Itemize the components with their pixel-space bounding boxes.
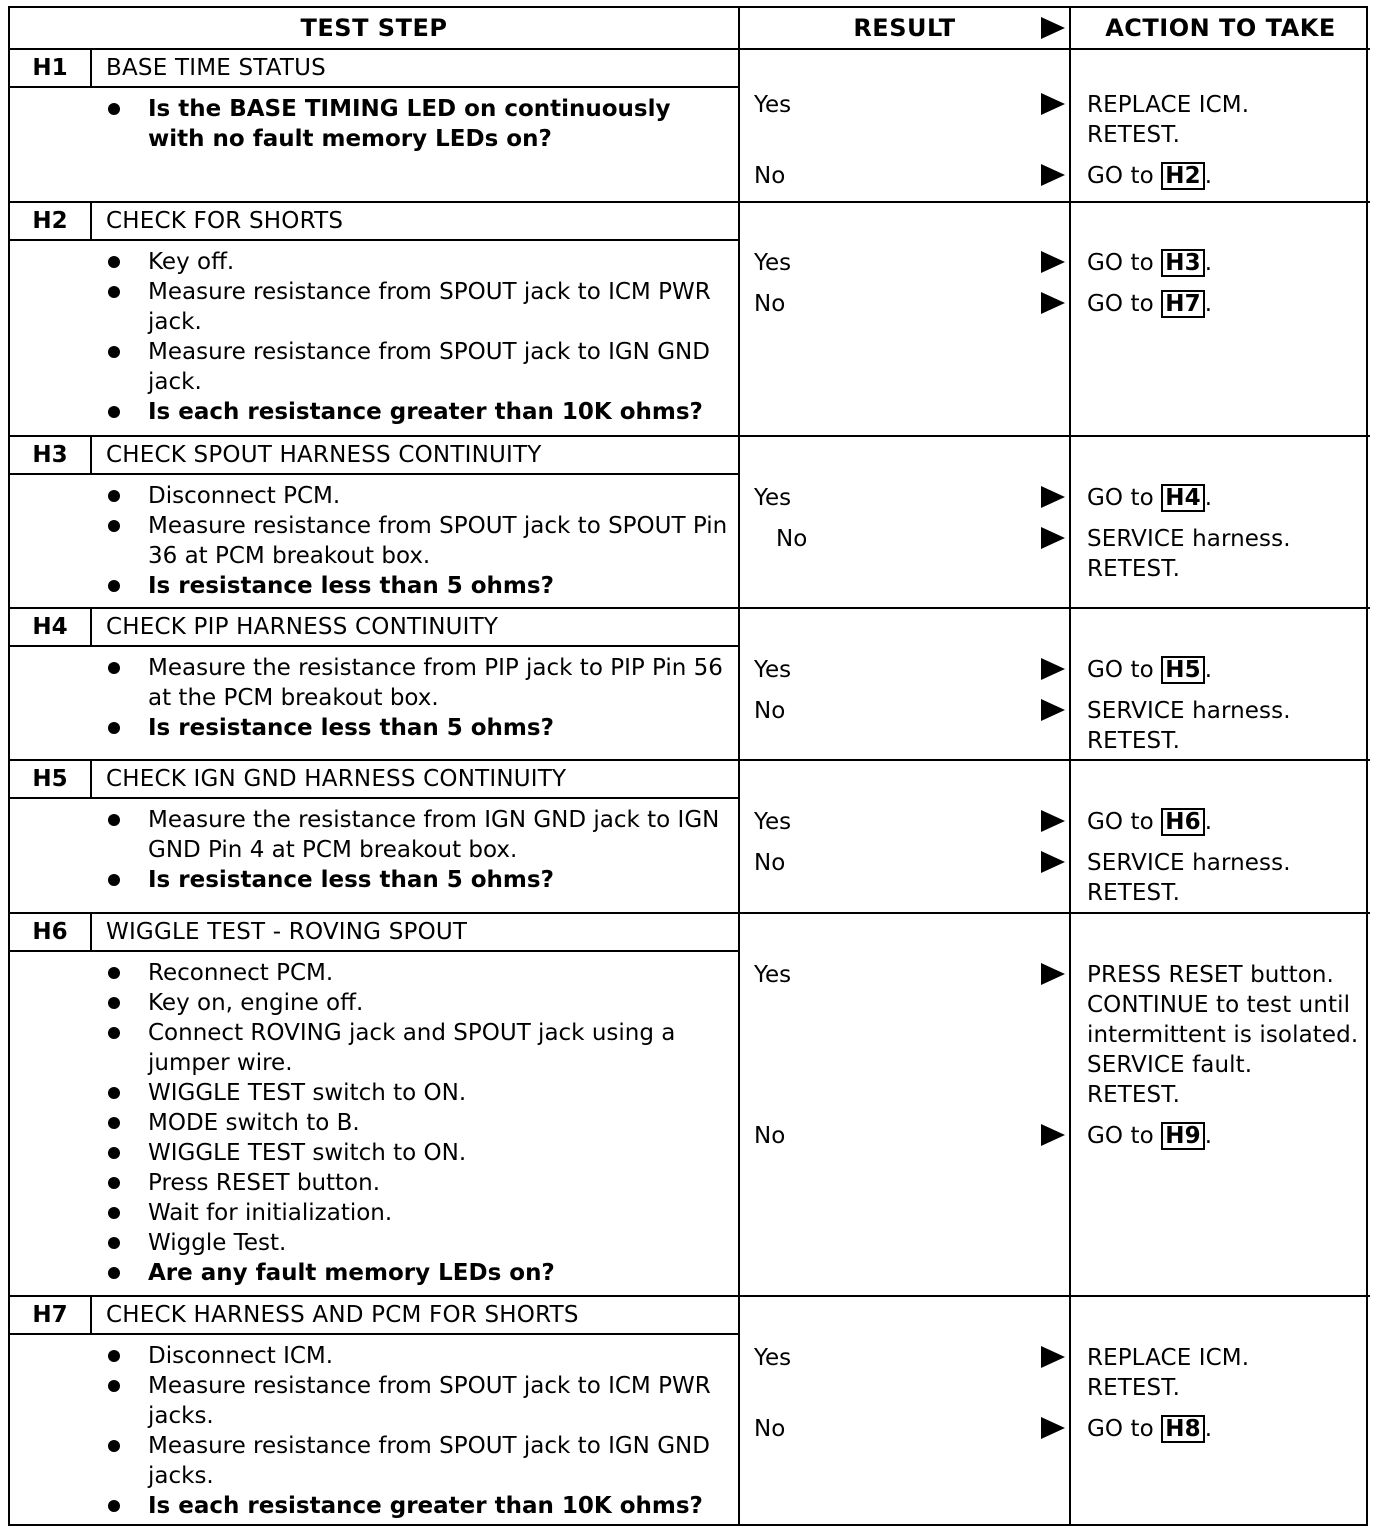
result-yes: Yes — [754, 962, 792, 988]
right-triangle-arrow-icon — [1041, 658, 1065, 680]
right-triangle-arrow-icon — [1041, 164, 1065, 186]
action-prefix: GO to — [1087, 657, 1162, 683]
step-question: Is resistance less than 5 ohms? — [10, 571, 738, 601]
test-step-cell — [10, 50, 740, 203]
step-title: CHECK SPOUT HARNESS CONTINUITY — [106, 442, 542, 468]
step-id: H1 — [10, 50, 92, 86]
step-question: Is the BASE TIMING LED on continuously with no fault memory LEDs on? — [10, 94, 738, 154]
header-result — [740, 8, 1071, 50]
action-text — [1087, 655, 1366, 685]
action-text: SERVICE harness. RETEST. — [1087, 850, 1291, 906]
step-instruction: WIGGLE TEST switch to ON. — [10, 1138, 738, 1168]
step-instruction: Measure the resistance from IGN GND jack to IGN GND Pin 4 at PCM breakout box. — [10, 805, 738, 865]
right-triangle-arrow-icon — [1041, 1346, 1065, 1368]
result-cell — [740, 50, 1071, 203]
action-cell — [1071, 761, 1370, 914]
step-instruction: Measure resistance from SPOUT jack to IGN GND jack. — [10, 337, 738, 397]
right-triangle-arrow-icon — [1041, 851, 1065, 873]
action-cell — [1071, 1297, 1370, 1524]
result-yes: Yes — [754, 1345, 792, 1371]
action-prefix: GO to — [1087, 250, 1162, 276]
action-prefix: GO to — [1087, 163, 1162, 189]
result-yes: Yes — [754, 485, 792, 511]
action-text: SERVICE harness. RETEST. — [1087, 526, 1291, 582]
step-title-row — [10, 609, 738, 647]
action-prefix: GO to — [1087, 485, 1162, 511]
header-action: ACTION TO TAKE — [1071, 8, 1370, 50]
step-instruction: Measure resistance from SPOUT jack to ICM PWR jack. — [10, 277, 738, 337]
step-id: H3 — [10, 437, 92, 473]
step-reference-link[interactable]: H3 — [1161, 249, 1204, 277]
test-step-cell — [10, 761, 740, 914]
action-text — [1087, 289, 1366, 319]
result-no: No — [754, 698, 786, 724]
step-title: BASE TIME STATUS — [106, 55, 326, 81]
step-instructions — [10, 952, 738, 1290]
action-prefix: GO to — [1087, 291, 1162, 317]
action-suffix: . — [1204, 1416, 1213, 1442]
result-cell — [740, 609, 1071, 761]
right-triangle-arrow-icon — [1041, 699, 1065, 721]
action-suffix: . — [1204, 291, 1213, 317]
result-cell — [740, 203, 1071, 437]
step-title-row — [10, 437, 738, 475]
action-prefix: GO to — [1087, 1416, 1162, 1442]
step-instruction: Press RESET button. — [10, 1168, 738, 1198]
action-suffix: . — [1204, 485, 1213, 511]
action-text — [1087, 1414, 1366, 1444]
step-id: H6 — [10, 914, 92, 950]
step-reference-link[interactable]: H4 — [1161, 484, 1204, 512]
result-no: No — [754, 291, 786, 317]
action-suffix: . — [1204, 657, 1213, 683]
action-suffix: . — [1204, 163, 1213, 189]
action-cell — [1071, 914, 1370, 1297]
action-text: SERVICE harness. RETEST. — [1087, 698, 1291, 754]
diagnostic-table — [8, 6, 1368, 1526]
step-instruction: WIGGLE TEST switch to ON. — [10, 1078, 738, 1108]
result-yes: Yes — [754, 657, 792, 683]
step-question: Is resistance less than 5 ohms? — [10, 865, 738, 895]
result-cell — [740, 437, 1071, 609]
action-text — [1087, 161, 1366, 191]
step-title: CHECK HARNESS AND PCM FOR SHORTS — [106, 1302, 579, 1328]
step-reference-link[interactable]: H9 — [1161, 1122, 1204, 1150]
right-triangle-arrow-icon — [1041, 1417, 1065, 1439]
step-title-row — [10, 1297, 738, 1335]
step-instructions — [10, 1335, 738, 1523]
right-triangle-arrow-icon — [1041, 292, 1065, 314]
step-question: Is each resistance greater than 10K ohms? — [10, 1491, 738, 1521]
step-id: H2 — [10, 203, 92, 239]
test-step-cell — [10, 609, 740, 761]
step-question: Is each resistance greater than 10K ohms? — [10, 397, 738, 427]
action-text — [1087, 807, 1366, 837]
action-cell — [1071, 50, 1370, 203]
step-id: H4 — [10, 609, 92, 645]
action-text — [1087, 248, 1366, 278]
right-triangle-arrow-icon — [1041, 1124, 1065, 1146]
right-triangle-arrow-icon — [1041, 17, 1065, 39]
result-yes: Yes — [754, 92, 792, 118]
action-text — [1087, 1121, 1366, 1151]
step-instructions — [10, 241, 738, 429]
action-text: REPLACE ICM. RETEST. — [1087, 92, 1250, 148]
step-reference-link[interactable]: H2 — [1161, 162, 1204, 190]
step-instruction: Reconnect PCM. — [10, 958, 738, 988]
step-title-row — [10, 203, 738, 241]
step-instruction: Disconnect PCM. — [10, 481, 738, 511]
step-instructions — [10, 475, 738, 603]
action-text: REPLACE ICM. RETEST. — [1087, 1345, 1250, 1401]
step-question: Is resistance less than 5 ohms? — [10, 713, 738, 743]
action-cell — [1071, 203, 1370, 437]
right-triangle-arrow-icon — [1041, 527, 1065, 549]
result-no: No — [754, 1123, 786, 1149]
step-reference-link[interactable]: H8 — [1161, 1415, 1204, 1443]
step-instruction: Connect ROVING jack and SPOUT jack using a jumper wire. — [10, 1018, 738, 1078]
step-question: Are any fault memory LEDs on? — [10, 1258, 738, 1288]
action-prefix: GO to — [1087, 809, 1162, 835]
step-instruction: MODE switch to B. — [10, 1108, 738, 1138]
result-cell — [740, 1297, 1071, 1524]
header-result-label: RESULT — [853, 14, 956, 42]
action-suffix: . — [1204, 250, 1213, 276]
step-instruction: Wiggle Test. — [10, 1228, 738, 1258]
step-instruction: Measure the resistance from PIP jack to PIP Pin 56 at the PCM breakout box. — [10, 653, 738, 713]
action-text: PRESS RESET button. CONTINUE to test until intermittent is isolated. SERVICE fault. RETEST. — [1087, 962, 1359, 1108]
result-no: No — [754, 850, 786, 876]
result-no: No — [754, 163, 786, 189]
step-reference-link[interactable]: H5 — [1161, 656, 1204, 684]
test-step-cell — [10, 437, 740, 609]
right-triangle-arrow-icon — [1041, 810, 1065, 832]
step-instruction: Wait for initialization. — [10, 1198, 738, 1228]
step-instructions — [10, 799, 738, 897]
action-suffix: . — [1204, 809, 1213, 835]
action-cell — [1071, 437, 1370, 609]
action-text — [1087, 483, 1366, 513]
action-prefix: GO to — [1087, 1123, 1162, 1149]
step-title-row — [10, 761, 738, 799]
test-step-cell — [10, 1297, 740, 1524]
right-triangle-arrow-icon — [1041, 486, 1065, 508]
step-reference-link[interactable]: H7 — [1161, 290, 1204, 318]
step-instruction: Key on, engine off. — [10, 988, 738, 1018]
result-no: No — [754, 1416, 786, 1442]
step-instruction: Measure resistance from SPOUT jack to ICM PWR jacks. — [10, 1371, 738, 1431]
result-cell — [740, 761, 1071, 914]
step-instruction: Key off. — [10, 247, 738, 277]
result-no: No — [776, 526, 808, 552]
step-instruction: Measure resistance from SPOUT jack to IGN GND jacks. — [10, 1431, 738, 1491]
step-title: CHECK FOR SHORTS — [106, 208, 344, 234]
test-step-cell — [10, 203, 740, 437]
action-suffix: . — [1204, 1123, 1213, 1149]
step-title: CHECK PIP HARNESS CONTINUITY — [106, 614, 499, 640]
step-id: H5 — [10, 761, 92, 797]
step-reference-link[interactable]: H6 — [1161, 808, 1204, 836]
step-instructions — [10, 647, 738, 745]
right-triangle-arrow-icon — [1041, 963, 1065, 985]
step-title-row — [10, 50, 738, 88]
step-title-row — [10, 914, 738, 952]
header-test-step: TEST STEP — [10, 8, 740, 50]
table-grid — [8, 6, 1368, 1526]
step-instruction: Measure resistance from SPOUT jack to SPOUT Pin 36 at PCM breakout box. — [10, 511, 738, 571]
step-id: H7 — [10, 1297, 92, 1333]
step-instructions — [10, 88, 738, 156]
action-cell — [1071, 609, 1370, 761]
step-title: WIGGLE TEST - ROVING SPOUT — [106, 919, 468, 945]
result-yes: Yes — [754, 809, 792, 835]
test-step-cell — [10, 914, 740, 1297]
right-triangle-arrow-icon — [1041, 93, 1065, 115]
step-instruction: Disconnect ICM. — [10, 1341, 738, 1371]
right-triangle-arrow-icon — [1041, 251, 1065, 273]
result-yes: Yes — [754, 250, 792, 276]
step-title: CHECK IGN GND HARNESS CONTINUITY — [106, 766, 567, 792]
result-cell — [740, 914, 1071, 1297]
